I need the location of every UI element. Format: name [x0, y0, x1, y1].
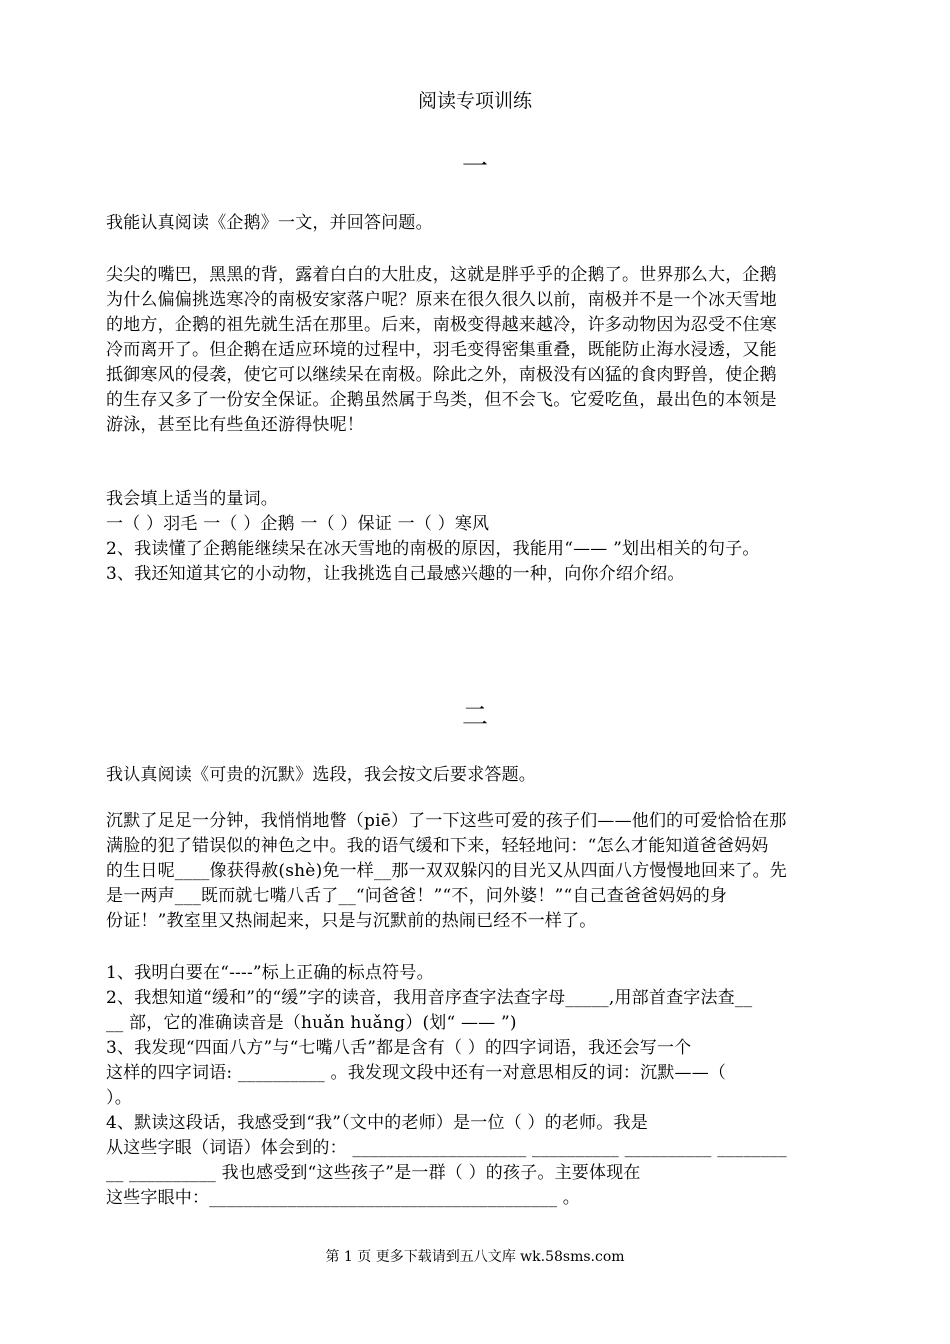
section-2-question: 这样的四字词语: __________ 。我发现文段中还有一对意思相反的词：沉默——（	[106, 1063, 727, 1083]
section-1-passage-line: 冷而离开了。但企鹅在适应环境的过程中，羽毛变得密集重叠，既能防止海水浸透，又能	[106, 340, 777, 360]
section-2-number: 二	[461, 702, 488, 732]
section-2-question: __ 部，它的准确读音是（huǎn huǎng）(划“ —— ”)	[106, 1013, 517, 1033]
section-2-question: 4、默读这段话，我感受到“我”（文中的老师）是一位（ ）的老师。我是	[106, 1113, 648, 1133]
section-1-passage-line: 为什么偏偏挑选寒冷的南极安家落户呢？原来在很久很久以前，南极并不是一个冰天雪地	[106, 290, 777, 310]
page-footer: 第 1 页 更多下载请到五八文库 wk.58sms.com	[325, 1249, 625, 1265]
section-2-passage-line: 是一两声___既而就七嘴八舌了__“问爸爸！”“不，问外婆！”“自己查爸爸妈妈的身	[106, 886, 728, 906]
section-1-passage-line: 游泳，甚至比有些鱼还游得快呢！	[106, 415, 364, 435]
section-2-intro: 我认真阅读《可贵的沉默》选段，我会按文后要求答题。	[106, 765, 536, 785]
section-1-passage-line: 抵御寒风的侵袭，使它可以继续呆在南极。除此之外，南极没有凶猛的食肉野兽，使企鹅	[106, 365, 777, 385]
section-1-passage-line: 的生存又多了一份安全保证。企鹅虽然属于鸟类，但不会飞。它爱吃鱼，最出色的本领是	[106, 390, 777, 410]
section-1-question: 一（ ）羽毛 一（ ）企鹅 一（ ）保证 一（ ）寒风	[106, 514, 490, 534]
section-2-question: 3、我发现“四面八方”与“七嘴八舌”都是含有（ ）的四字词语，我还会写一个	[106, 1038, 692, 1058]
section-2-question: 1、我明白要在“----”标上正确的标点符号。	[106, 963, 434, 983]
section-2-passage-line: 沉默了足足一分钟，我悄悄地瞥（piē）了一下这些可爱的孩子们——他们的可爱恰恰在那	[106, 811, 787, 831]
section-2-passage-line: 满脸的犯了错误似的神色之中。我的语气缓和下来，轻轻地问：“怎么才能知道爸爸妈妈	[106, 836, 769, 856]
section-1-passage-line: 的地方，企鹅的祖先就生活在那里。后来，南极变得越来越冷，许多动物因为忍受不住寒	[106, 315, 777, 335]
page-title: 阅读专项训练	[417, 90, 532, 112]
section-1-number: 一	[461, 152, 488, 182]
section-2-question: 2、我想知道“缓和”的“缓”字的读音，我用音序查字法查字母_____,用部首查字法查__	[106, 988, 753, 1008]
section-2-question: ）。	[106, 1088, 132, 1108]
section-2-question: 这些字眼中：________________________________________ 。	[106, 1188, 581, 1208]
section-1-question: 我会填上适当的量词。	[106, 489, 278, 509]
section-2-question: __ __________ 我也感受到“这些孩子”是一群（ ）的孩子。主要体现在	[106, 1163, 641, 1183]
section-2-passage-line: 份证！”教室里又热闹起来，只是与沉默前的热闹已经不一样了。	[106, 911, 597, 931]
section-2-passage-line: 的生日呢____像获得赦(shè)免一样__那一双双躲闪的目光又从四面八方慢慢地回来了。先	[106, 861, 787, 881]
section-1-question: 2、我读懂了企鹅能继续呆在冰天雪地的南极的原因，我能用“—— ”划出相关的句子。	[106, 539, 760, 559]
section-1-passage-line: 尖尖的嘴巴，黑黑的背，露着白白的大肚皮，这就是胖乎乎的企鹅了。世界那么大，企鹅	[106, 265, 777, 285]
section-1-question: 3、我还知道其它的小动物，让我挑选自己最感兴趣的一种，向你介绍介绍。	[106, 564, 685, 584]
section-1-intro: 我能认真阅读《企鹅》一文，并回答问题。	[106, 213, 433, 233]
section-2-question: 从这些字眼（词语）体会到的： ____________________ __________ __________ ________	[106, 1138, 787, 1158]
